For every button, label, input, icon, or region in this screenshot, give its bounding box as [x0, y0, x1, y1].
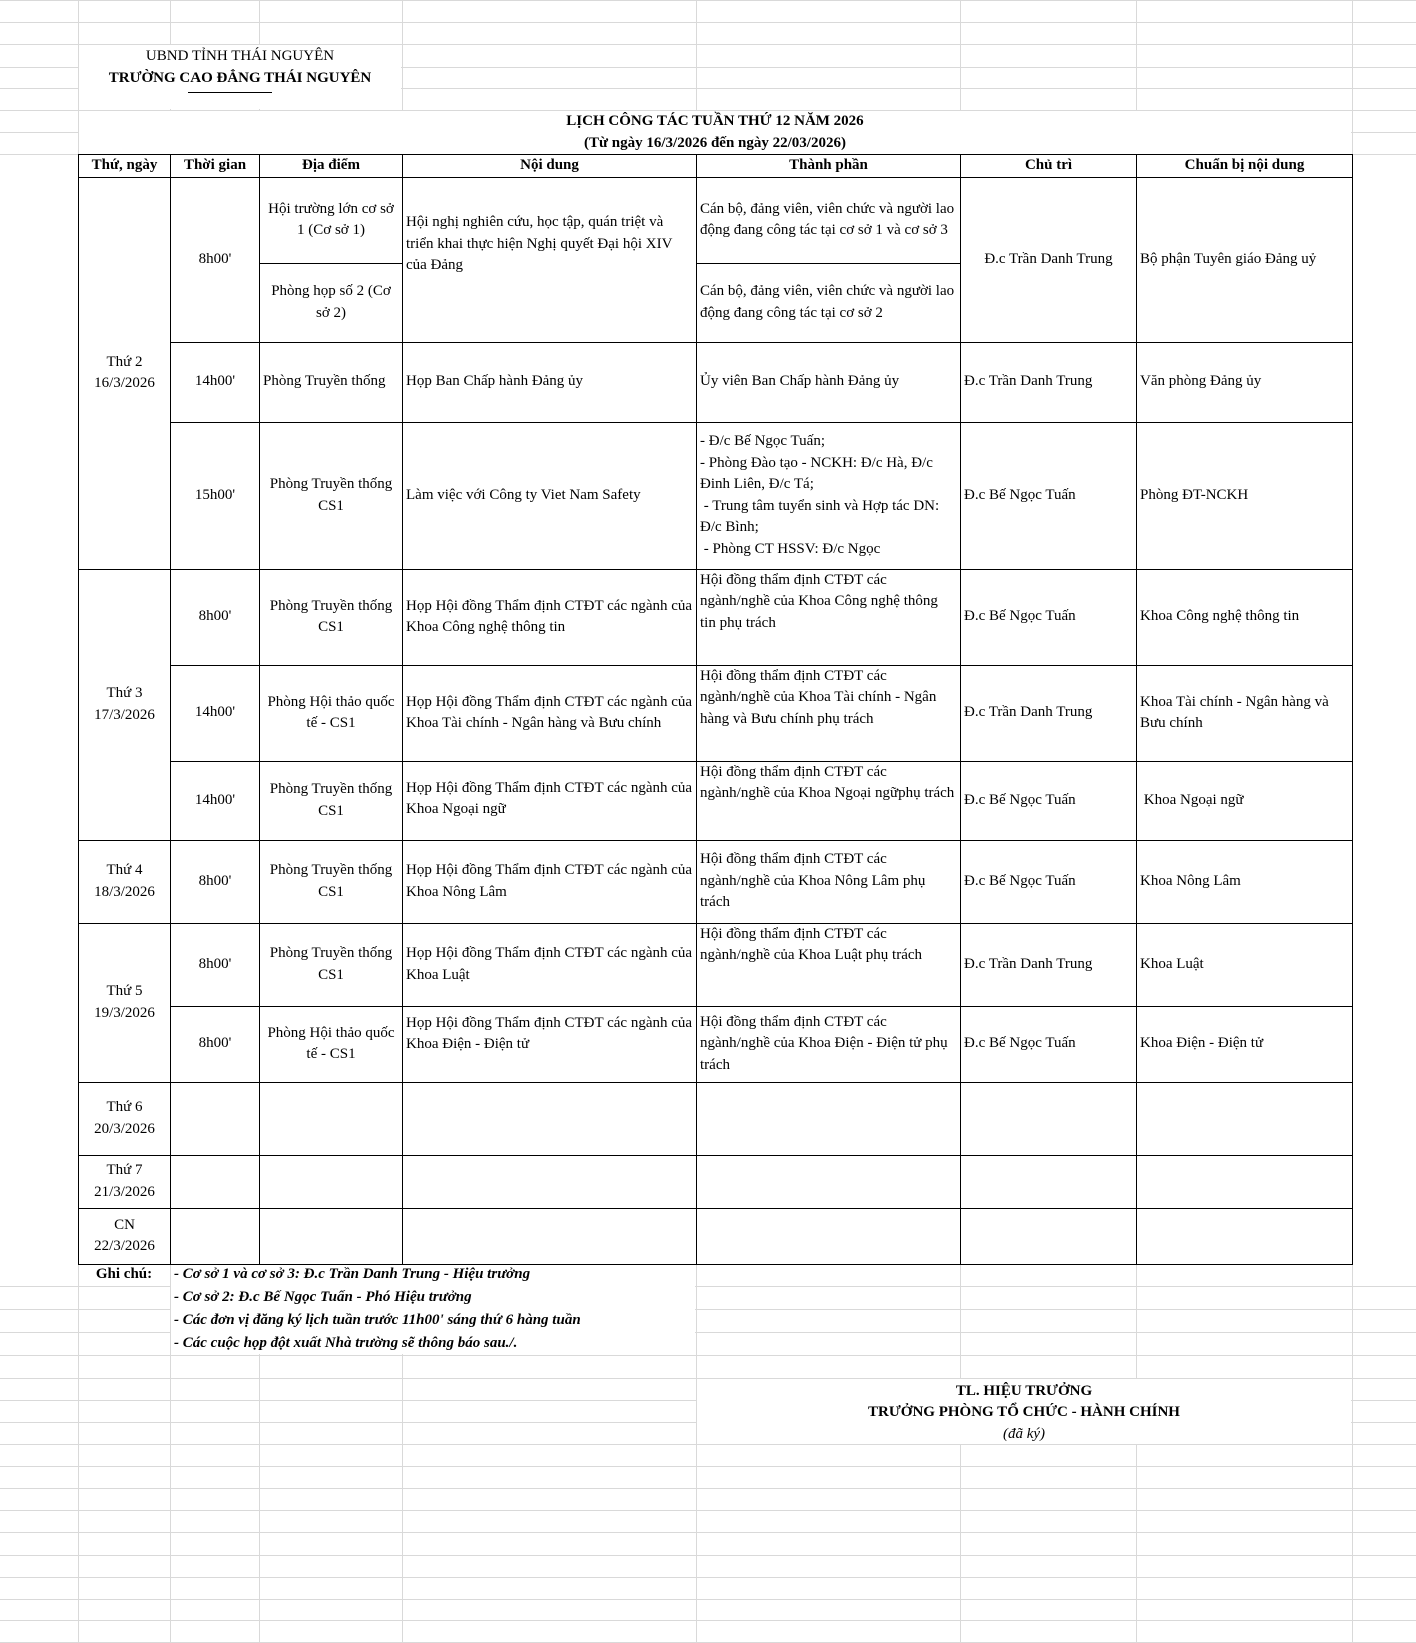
content-cell: Họp Hội đồng Thẩm định CTĐT các ngành của Khoa Công nghệ thông tin: [403, 569, 697, 665]
time-cell: 14h00': [171, 342, 260, 422]
col-header-time: Thời gian: [171, 155, 260, 178]
participant-line: - Phòng CT HSSV: Đ/c Ngọc: [700, 540, 881, 557]
signature-status: (đã ký): [1002, 1426, 1046, 1442]
prep-cell: Khoa Nông Lâm: [1137, 840, 1353, 923]
content-cell: Họp Hội đồng Thẩm định CTĐT các ngành của Khoa Nông Lâm: [403, 840, 697, 923]
location-cell: Phòng Truyền thống CS1: [260, 761, 403, 840]
day-cell: Thứ 2 16/3/2026: [79, 177, 171, 569]
location-cell: Phòng Hội thảo quốc tế - CS1: [260, 665, 403, 761]
signature-line-1: TL. HIỆU TRƯỞNG: [955, 1383, 1093, 1399]
empty-cell: [260, 1082, 403, 1155]
chair-cell: Đ.c Trần Danh Trung: [961, 342, 1137, 422]
table-row: [79, 1208, 1353, 1264]
participants-cell: Cán bộ, đảng viên, viên chức và người lao động đang công tác tại cơ sở 2: [697, 263, 961, 342]
empty-cell: [403, 1082, 697, 1155]
participants-cell: Cán bộ, đảng viên, viên chức và người lao động đang công tác tại cơ sở 1 và cơ sở 3: [697, 177, 961, 263]
signature-line-2: TRƯỞNG PHÒNG TỔ CHỨC - HÀNH CHÍNH: [868, 1404, 1180, 1420]
table-row: [79, 840, 1353, 923]
agency-name: UBND TỈNH THÁI NGUYÊN: [145, 48, 335, 64]
location-cell: Hội trường lớn cơ sở 1 (Cơ sở 1): [260, 177, 403, 263]
empty-cell: [697, 1208, 961, 1264]
participants-cell: [697, 422, 961, 569]
chair-cell: Đ.c Bế Ngọc Tuấn: [961, 840, 1137, 923]
participant-line: - Trung tâm tuyển sinh và Hợp tác DN: Đ/c Bình;: [700, 497, 943, 535]
gridline: [0, 22, 1416, 23]
note-line: - Các cuộc họp đột xuất Nhà trường sẽ thông báo sau./.: [174, 1335, 518, 1351]
col-header-participants: Thành phần: [697, 155, 961, 178]
gridline: [0, 1510, 1416, 1511]
table-row: [79, 1006, 1353, 1082]
content-cell: Họp Hội đồng Thẩm định CTĐT các ngành của Khoa Ngoại ngữ: [403, 761, 697, 840]
day-cell: Thứ 6 20/3/2026: [79, 1082, 171, 1155]
day-cell: Thứ 3 17/3/2026: [79, 569, 171, 840]
note-line: - Cơ sở 1 và cơ sở 3: Đ.c Trần Danh Trung - Hiệu trưởng: [174, 1266, 531, 1282]
location-cell: Phòng họp số 2 (Cơ sở 2): [260, 263, 403, 342]
participant-line: - Đ/c Bế Ngọc Tuấn;: [700, 433, 825, 449]
gridline: [0, 1599, 1416, 1600]
participants-cell: Hội đồng thẩm định CTĐT các ngành/nghề của Khoa Ngoại ngữphụ trách: [697, 761, 961, 840]
empty-cell: [961, 1082, 1137, 1155]
empty-cell: [1137, 1155, 1353, 1208]
chair-cell: Đ.c Trần Danh Trung: [961, 665, 1137, 761]
col-header-prep: Chuẩn bị nội dung: [1137, 155, 1353, 178]
chair-cell: Đ.c Bế Ngọc Tuấn: [961, 761, 1137, 840]
gridline: [0, 0, 1416, 1]
table-row: [79, 422, 1353, 569]
table-row: [79, 177, 1353, 263]
time-cell: 14h00': [171, 665, 260, 761]
note-line: - Các đơn vị đăng ký lịch tuần trước 11h00' sáng thứ 6 hàng tuần: [174, 1312, 581, 1328]
notes-label: Ghi chú:: [95, 1266, 153, 1282]
empty-cell: [260, 1155, 403, 1208]
time-cell: 8h00': [171, 177, 260, 342]
empty-cell: [961, 1155, 1137, 1208]
content-cell: Họp Ban Chấp hành Đảng ủy: [403, 342, 697, 422]
empty-cell: [961, 1208, 1137, 1264]
content-cell: Họp Hội đồng Thẩm định CTĐT các ngành của Khoa Tài chính - Ngân hàng và Bưu chính: [403, 665, 697, 761]
header-underline: [188, 92, 272, 93]
day-cell: Thứ 4 18/3/2026: [79, 840, 171, 923]
prep-cell: Khoa Ngoại ngữ: [1137, 761, 1353, 840]
day-cell: Thứ 5 19/3/2026: [79, 923, 171, 1082]
participants-cell: Hội đồng thẩm định CTĐT các ngành/nghề của Khoa Nông Lâm phụ trách: [697, 840, 961, 923]
time-cell: 8h00': [171, 840, 260, 923]
table-header-row: [79, 155, 1353, 178]
schedule-date-range: (Từ ngày 16/3/2026 đến ngày 22/03/2026): [584, 135, 846, 151]
chair-cell: Đ.c Bế Ngọc Tuấn: [961, 422, 1137, 569]
participants-cell: Hội đồng thẩm định CTĐT các ngành/nghề của Khoa Công nghệ thông tin phụ trách: [697, 569, 961, 665]
location-cell: Phòng Truyền thống CS1: [260, 840, 403, 923]
time-cell: 8h00': [171, 569, 260, 665]
chair-cell: Đ.c Bế Ngọc Tuấn: [961, 569, 1137, 665]
table-row: [79, 569, 1353, 665]
table-row: [79, 761, 1353, 840]
day-cell: CN 22/3/2026: [79, 1208, 171, 1264]
location-cell: Phòng Hội thảo quốc tế - CS1: [260, 1006, 403, 1082]
table-row: [79, 923, 1353, 1006]
content-cell: Làm việc với Công ty Viet Nam Safety: [403, 422, 697, 569]
empty-cell: [1137, 1082, 1353, 1155]
time-cell: 8h00': [171, 1006, 260, 1082]
prep-cell: Văn phòng Đảng ủy: [1137, 342, 1353, 422]
prep-cell: Phòng ĐT-NCKH: [1137, 422, 1353, 569]
col-header-chair: Chủ trì: [961, 155, 1137, 178]
gridline: [0, 1555, 1416, 1556]
col-header-location: Địa điểm: [260, 155, 403, 178]
empty-cell: [403, 1155, 697, 1208]
schedule-table: [78, 154, 1353, 1265]
participants-cell: Ủy viên Ban Chấp hành Đảng ủy: [697, 342, 961, 422]
location-cell: Phòng Truyền thống CS1: [260, 569, 403, 665]
empty-cell: [171, 1208, 260, 1264]
gridline: [0, 1532, 1416, 1533]
table-row: [79, 1155, 1353, 1208]
gridline: [0, 1620, 1416, 1621]
content-cell: Họp Hội đồng Thẩm định CTĐT các ngành của Khoa Luật: [403, 923, 697, 1006]
prep-cell: Bộ phận Tuyên giáo Đảng uỷ: [1137, 177, 1353, 342]
location-cell: Phòng Truyền thống: [260, 342, 403, 422]
location-cell: Phòng Truyền thống CS1: [260, 923, 403, 1006]
gridline: [0, 1355, 1416, 1356]
chair-cell: Đ.c Bế Ngọc Tuấn: [961, 1006, 1137, 1082]
note-line: - Cơ sở 2: Đ.c Bế Ngọc Tuấn - Phó Hiệu trưởng: [174, 1289, 472, 1305]
empty-cell: [697, 1155, 961, 1208]
chair-cell: Đ.c Trần Danh Trung: [961, 923, 1137, 1006]
prep-cell: Khoa Điện - Điện tử: [1137, 1006, 1353, 1082]
prep-cell: Khoa Luật: [1137, 923, 1353, 1006]
time-cell: 8h00': [171, 923, 260, 1006]
empty-cell: [403, 1208, 697, 1264]
location-cell: Phòng Truyền thống CS1: [260, 422, 403, 569]
participants-cell: Hội đồng thẩm định CTĐT các ngành/nghề của Khoa Luật phụ trách: [697, 923, 961, 1006]
table-row: [79, 665, 1353, 761]
chair-cell: Đ.c Trần Danh Trung: [961, 177, 1137, 342]
table-row: [79, 1082, 1353, 1155]
prep-cell: Khoa Tài chính - Ngân hàng và Bưu chính: [1137, 665, 1353, 761]
participant-line: - Phòng Đào tạo - NCKH: Đ/c Hà, Đ/c Đinh Liên, Đ/c Tá;: [700, 454, 933, 492]
day-cell: Thứ 7 21/3/2026: [79, 1155, 171, 1208]
time-cell: 14h00': [171, 761, 260, 840]
col-header-content: Nội dung: [403, 155, 697, 178]
empty-cell: [260, 1208, 403, 1264]
prep-cell: Khoa Công nghệ thông tin: [1137, 569, 1353, 665]
content-cell: Họp Hội đồng Thẩm định CTĐT các ngành của Khoa Điện - Điện tử: [403, 1006, 697, 1082]
schedule-title: LỊCH CÔNG TÁC TUẦN THỨ 12 NĂM 2026: [566, 113, 864, 129]
col-header-day: Thứ, ngày: [79, 155, 171, 178]
school-name: TRƯỜNG CAO ĐẲNG THÁI NGUYÊN: [108, 70, 372, 86]
table-row: [79, 342, 1353, 422]
gridline: [0, 1466, 1416, 1467]
empty-cell: [697, 1082, 961, 1155]
participants-cell: Hội đồng thẩm định CTĐT các ngành/nghề của Khoa Điện - Điện tử phụ trách: [697, 1006, 961, 1082]
empty-cell: [171, 1082, 260, 1155]
gridline: [0, 1577, 1416, 1578]
empty-cell: [1137, 1208, 1353, 1264]
participants-cell: Hội đồng thẩm định CTĐT các ngành/nghề của Khoa Tài chính - Ngân hàng và Bưu chính phụ trách: [697, 665, 961, 761]
time-cell: 15h00': [171, 422, 260, 569]
gridline: [0, 1488, 1416, 1489]
empty-cell: [171, 1155, 260, 1208]
content-cell: Hội nghị nghiên cứu, học tập, quán triệt và triển khai thực hiện Nghị quyết Đại hội XIV của Đảng: [403, 177, 697, 342]
